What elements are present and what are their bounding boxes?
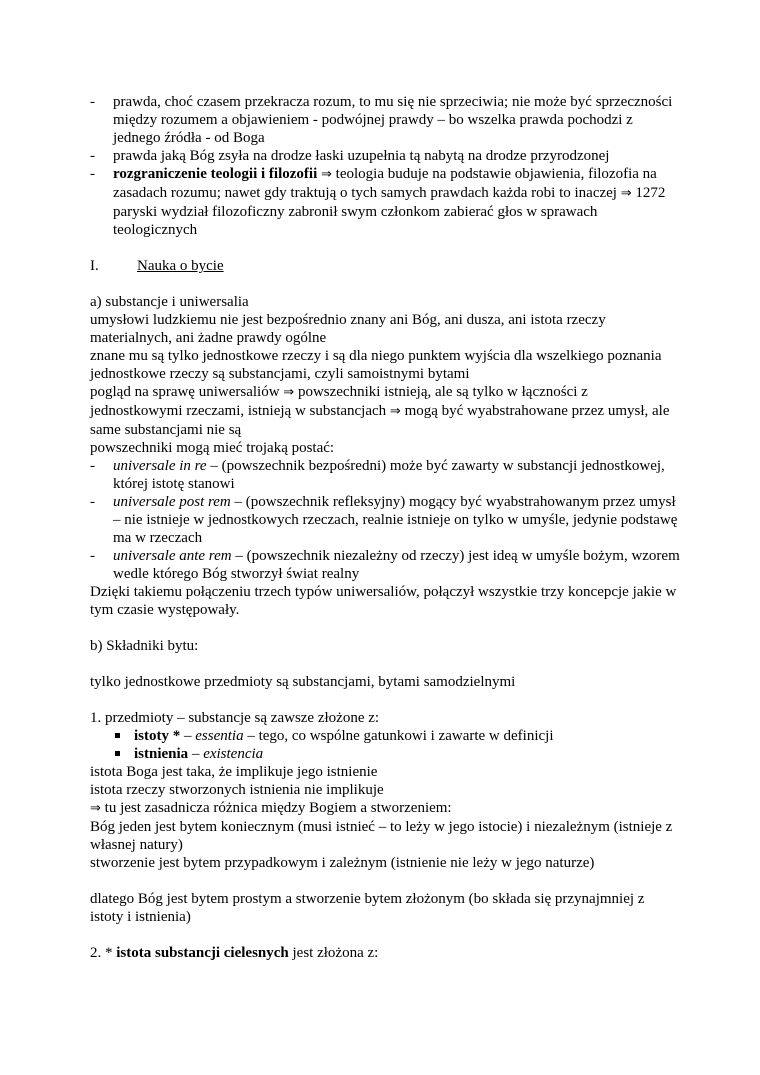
paragraph: powszechniki mogą mieć trojaką postać: [90,440,335,456]
paragraph: ⇒ tu jest zasadnicza różnica między Bogiem a stworzeniem: [90,800,452,816]
implies-arrow-icon: ⇒ [620,186,632,201]
list-item: - universale ante rem – (powszechnik niezależny od rzeczy) jest ideą w umyśle bożym, wzorem wedle którego Bóg stworzył świat realny [90,547,680,583]
implies-arrow-icon: ⇒ [389,404,401,419]
list-item: - prawda, choć czasem przekracza rozum, to mu się nie sprzeciwia; nie może być sprzeczności między rozumem a objawieniem - podwójnej prawdy – bo wszelka prawda pochodzi z jednego źródła - od Boga [90,93,680,147]
paragraph: dlatego Bóg jest bytem prostym a stworzenie bytem złożonym (bo składa się przynajmniej z istoty i istnienia) [90,891,645,925]
subsection-b-title: b) Składniki bytu: [90,638,199,654]
paragraph: Dzięki takiemu połączeniu trzech typów uniwersaliów, połączył wszystkie trzy koncepcje jakie w tym czasie występowały. [90,584,677,618]
paragraph: istota Boga jest taka, że implikuje jego istnienie [90,764,378,780]
paragraph: stworzenie jest bytem przypadkowym i zależnym (istnienie nie leży w jego naturze) [90,855,595,871]
list-item: istnienia – existencia [90,745,680,763]
implies-arrow-icon: ⇒ [283,385,295,400]
list-item: - rozgraniczenie teologii i filozofii ⇒ teologia buduje na podstawie objawienia, filozofia na zasadach rozumu; nawet gdy traktują o tych samych prawdach każda robi to inaczej ⇒ 1272 paryski wydział filozoficzny zabronił swym członkom zabierać głos w sprawach teologicznych [90,165,680,239]
paragraph: znane mu są tylko jednostkowe rzeczy i są dla niego punktem wyjścia dla wszelkiego poznania [90,348,662,364]
document-body [90,93,680,962]
implies-arrow-icon: ⇒ [90,801,101,816]
paragraph: istota rzeczy stworzonych istnienia nie implikuje [90,782,384,798]
paragraph: Bóg jeden jest bytem koniecznym (musi istnieć – to leży w jego istocie) i niezależnym (istnieje z własnej natury) [90,819,673,853]
list-item: - prawda jaką Bóg zsyła na drodze łaski uzupełnia tą nabytą na drodze przyrodzonej [90,147,680,165]
section-heading: I. Nauka o bycie [90,258,224,274]
paragraph: jednostkowe rzeczy są substancjami, czyli samoistnymi bytami [90,366,470,382]
paragraph: 2. * istota substancji cielesnych jest złożona z: [90,945,379,961]
implies-arrow-icon: ⇒ [321,167,332,182]
paragraph: umysłowi ludzkiemu nie jest bezpośrednio znany ani Bóg, ani dusza, ani istota rzeczy materialnych, ani żadne prawdy ogólne [90,312,606,346]
list-item: istoty * – essentia – tego, co wspólne gatunkowi i zawarte w definicji [90,727,680,745]
paragraph: 1. przedmioty – substancje są zawsze złożone z: [90,710,380,726]
paragraph: tylko jednostkowe przedmioty są substancjami, bytami samodzielnymi [90,674,516,690]
subsection-a-title: a) substancje i uniwersalia [90,294,249,310]
list-item: - universale post rem – (powszechnik refleksyjny) mogący być wyabstrahowanym przez umysł – nie istnieje w jednostkowych rzeczach, realnie istnieje on tylko w umyśle, jedynie podstawę ma w rzeczach [90,493,680,547]
paragraph: pogląd na sprawę uniwersaliów ⇒ powszechniki istnieją, ale są tylko w łączności z jednostkowymi rzeczami, istnieją w substancjach ⇒ mogą być wyabstrahowane przez umysł, ale same substancjami nie są [90,384,670,438]
list-item: - universale in re – (powszechnik bezpośredni) może być zawarty w substancji jednostkowej, której istotę stanowi [90,457,680,493]
